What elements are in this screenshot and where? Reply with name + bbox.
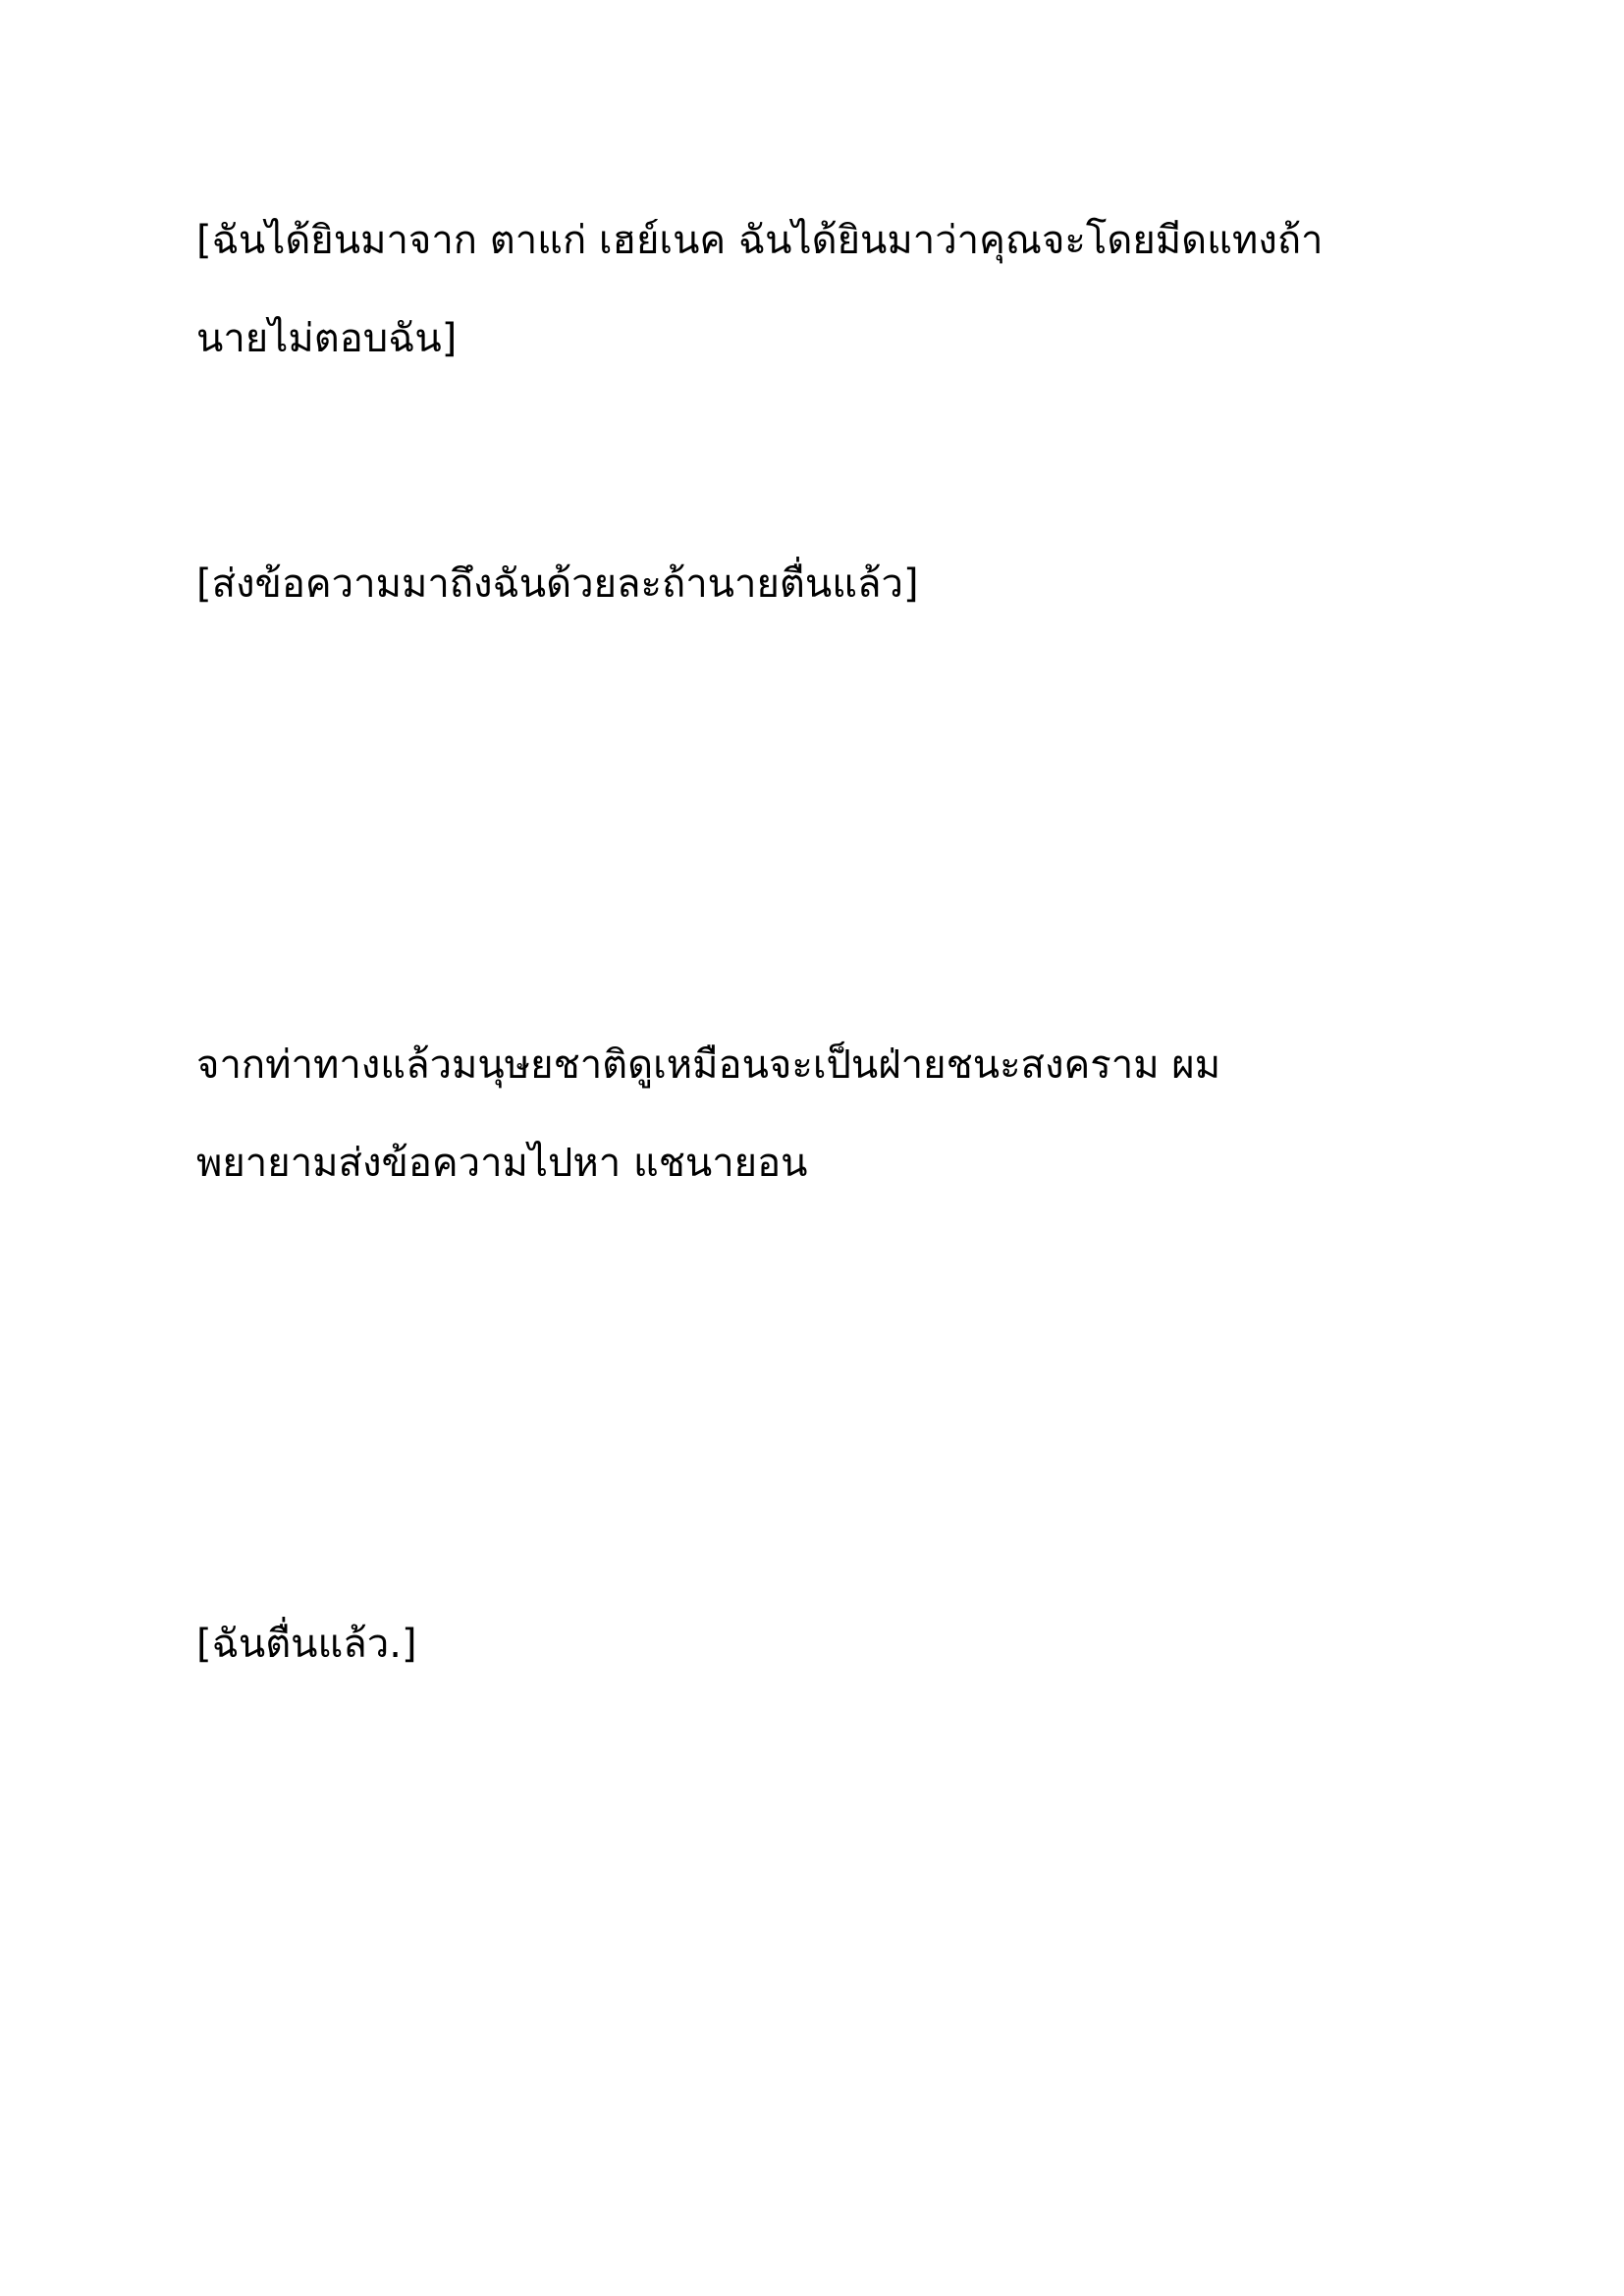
- paragraph-1: [196, 191, 1434, 388]
- paragraph-4: [196, 1595, 1434, 1693]
- text-line: [ฉันตื่นแล้ว.]: [196, 1622, 417, 1667]
- text-line: [ฉันได้ยินมาจาก ตาแก่ เฮย์เนค ฉันได้ยินมาว่าคุณจะโดยมีดแทงถ้า: [196, 218, 1324, 263]
- text-line: นายไม่ตอบฉัน]: [196, 316, 458, 361]
- paragraph-2: [196, 535, 1434, 633]
- text-line: พยายามส่งข้อความไปหา แชนายอน: [196, 1141, 808, 1186]
- text-line: จากท่าทางแล้วมนุษยชาติดูเหมือนจะเป็นฝ่ายชนะสงคราม ผม: [196, 1042, 1221, 1088]
- text-line: [ส่งข้อความมาถึงฉันด้วยละถ้านายตื่นแล้ว]: [196, 561, 919, 607]
- paragraph-3: [196, 1016, 1434, 1212]
